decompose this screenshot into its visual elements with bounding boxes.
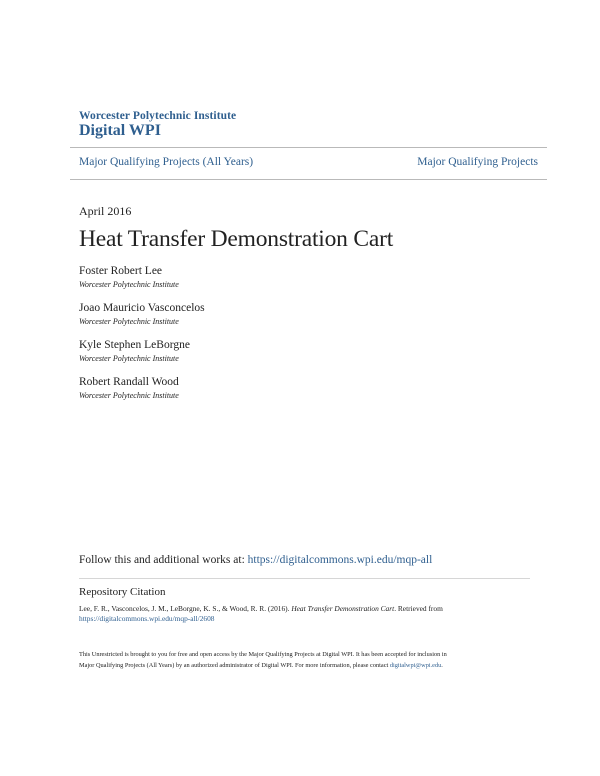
follow-link[interactable]: https://digitalcommons.wpi.edu/mqp-all [247,554,433,566]
nav-link-all-years[interactable]: Major Qualifying Projects (All Years) [79,156,254,168]
citation-heading: Repository Citation [79,586,166,598]
citation-link[interactable]: https://digitalcommons.wpi.edu/mqp-all/2608 [79,614,215,623]
author-name: Foster Robert Lee [79,265,163,277]
author-affiliation: Worcester Polytechnic Institute [79,280,179,289]
citation-text [79,603,539,614]
citation-title: Heat Transfer Demonstration Cart [291,604,395,613]
publication-date: April 2016 [79,204,132,218]
paper-title: Heat Transfer Demonstration Cart [79,226,394,252]
nav-link-mqp[interactable]: Major Qualifying Projects [417,156,538,168]
header-divider-bottom [70,179,547,180]
author-affiliation: Worcester Polytechnic Institute [79,354,179,363]
notice-line-2-end: . [441,662,443,669]
institution-name: Worcester Polytechnic Institute [79,110,237,122]
author-name: Robert Randall Wood [79,376,179,388]
access-notice [79,649,539,671]
notice-line-1: This Unrestricted is brought to you for free and open access by the Major Qualifying Projects at Digital WPI. It has been accepted for inclusion in [79,651,447,658]
author-name: Kyle Stephen LeBorgne [79,339,190,351]
contact-email-link[interactable]: digitalwpi@wpi.edu [389,662,442,669]
citation-retrieved: . Retrieved from [394,604,443,613]
author-affiliation: Worcester Polytechnic Institute [79,317,179,326]
notice-line-2: Major Qualifying Projects (All Years) by an authorized administrator of Digital WPI. For more information, please contact [79,662,390,669]
author-name: Joao Mauricio Vasconcelos [79,302,205,314]
repository-name[interactable]: Digital WPI [79,122,161,139]
header-divider-top [70,147,547,148]
author-affiliation: Worcester Polytechnic Institute [79,391,179,400]
follow-line [79,554,432,566]
citation-divider [79,578,530,579]
citation-authors: Lee, F. R., Vasconcelos, J. M., LeBorgne, K. S., & Wood, R. R. (2016). [79,604,292,613]
follow-text: Follow this and additional works at: [79,554,248,566]
